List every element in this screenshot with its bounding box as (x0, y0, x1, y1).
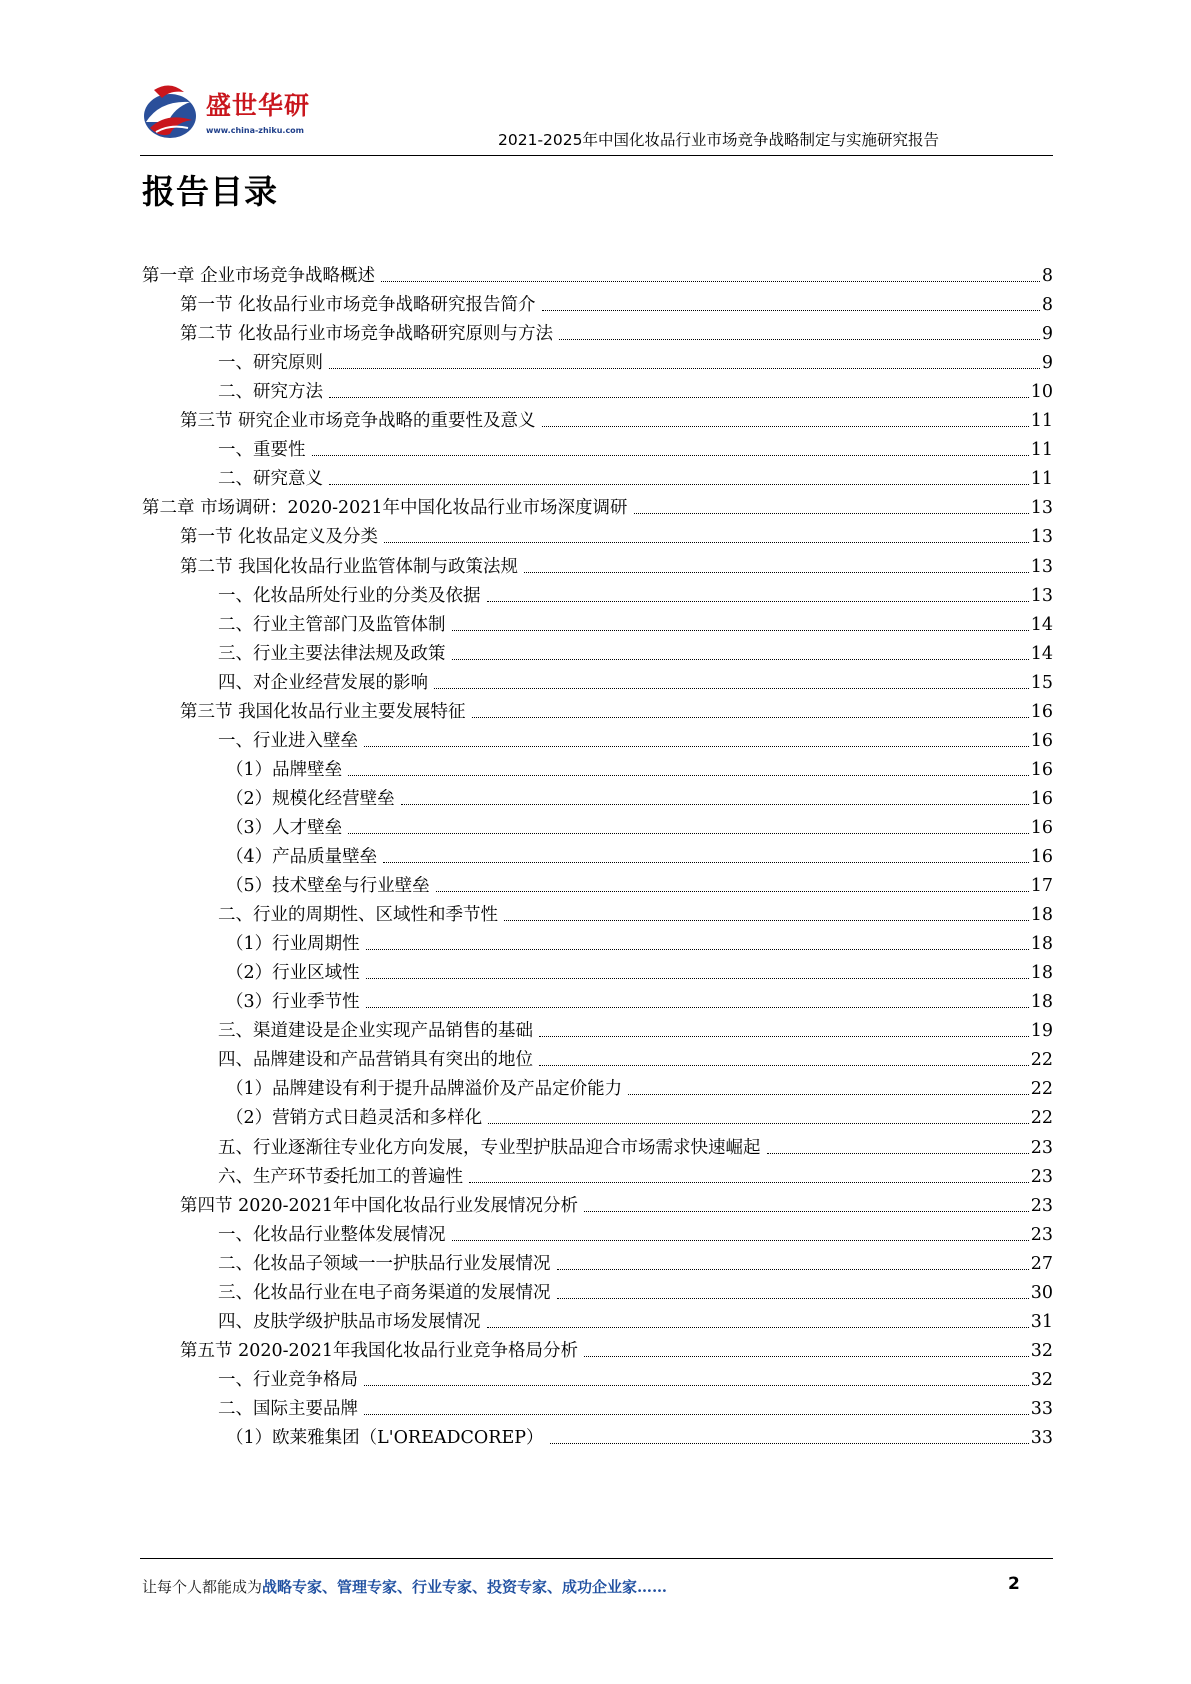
toc-entry-title: 六、生产环节委托加工的普遍性 (218, 1163, 469, 1191)
toc-leader-dots (524, 572, 1029, 573)
toc-entry-title: 一、行业进入壁垒 (218, 727, 364, 755)
toc-entry-page: 33 (1029, 1424, 1053, 1452)
toc-entry-page: 22 (1029, 1075, 1053, 1103)
toc-entry[interactable] (0, 1424, 1191, 1455)
toc-entry-title: （2）规模化经营壁垒 (226, 785, 401, 813)
toc-entry[interactable] (0, 756, 1191, 787)
footer-divider (140, 1558, 1053, 1559)
toc-entry-title: （5）技术壁垒与行业壁垒 (226, 872, 436, 900)
toc-entry-page: 23 (1029, 1134, 1053, 1162)
toc-entry-title: （2）营销方式日趋灵活和多样化 (226, 1104, 488, 1132)
toc-entry[interactable] (0, 640, 1191, 671)
company-logo (140, 82, 311, 146)
toc-entry[interactable] (0, 1366, 1191, 1397)
toc-entry-title: 二、行业主管部门及监管体制 (218, 611, 452, 639)
header-divider (140, 155, 1053, 156)
toc-entry[interactable] (0, 988, 1191, 1019)
toc-leader-dots (488, 1123, 1029, 1124)
toc-entry-title: 一、化妆品行业整体发展情况 (218, 1221, 452, 1249)
toc-entry[interactable] (0, 669, 1191, 700)
toc-entry-title: 二、行业的周期性、区域性和季节性 (218, 901, 504, 929)
toc-entry-page: 16 (1029, 756, 1053, 784)
toc-entry-title: 二、研究意义 (218, 465, 329, 493)
toc-entry-title: 一、化妆品所处行业的分类及依据 (218, 582, 487, 610)
logo-url: www.china-zhiku.com (206, 126, 305, 135)
toc-entry-page: 23 (1029, 1221, 1053, 1249)
toc-entry-title: 第一节 化妆品行业市场竞争战略研究报告简介 (180, 291, 542, 319)
toc-entry-title: 一、行业竞争格局 (218, 1366, 364, 1394)
toc-leader-dots (329, 484, 1029, 485)
toc-leader-dots (628, 1094, 1029, 1095)
toc-leader-dots (542, 426, 1029, 427)
toc-leader-dots (452, 630, 1029, 631)
toc-entry-page: 8 (1040, 262, 1053, 290)
toc-entry[interactable] (0, 1395, 1191, 1426)
toc-entry[interactable] (0, 1250, 1191, 1281)
toc-entry[interactable] (0, 1134, 1191, 1165)
toc-entry[interactable] (0, 436, 1191, 467)
toc-leader-dots (434, 688, 1029, 689)
toc-leader-dots (584, 1356, 1029, 1357)
toc-entry-page: 18 (1029, 930, 1053, 958)
toc-entry[interactable] (0, 1104, 1191, 1135)
toc-entry-page: 11 (1029, 436, 1053, 464)
logo-emblem-icon (140, 82, 206, 146)
toc-leader-dots (539, 1036, 1029, 1037)
toc-entry-page: 13 (1029, 553, 1053, 581)
footer-slogan-roles: 战略专家、管理专家、行业专家、投资专家、成功企业家…… (262, 1578, 668, 1596)
toc-entry-page: 17 (1029, 872, 1053, 900)
toc-leader-dots (504, 920, 1029, 921)
toc-entry-page: 13 (1029, 494, 1053, 522)
toc-entry-title: 第二章 市场调研：2020-2021年中国化妆品行业市场深度调研 (142, 494, 634, 522)
toc-entry-page: 13 (1029, 523, 1053, 551)
toc-entry-page: 13 (1029, 582, 1053, 610)
toc-entry-title: 四、对企业经营发展的影响 (218, 669, 434, 697)
toc-entry-title: 一、研究原则 (218, 349, 329, 377)
toc-entry-title: （1）品牌壁垒 (226, 756, 348, 784)
report-title: 2021-2025年中国化妆品行业市场竞争战略制定与实施研究报告 (498, 131, 939, 149)
toc-entry[interactable] (0, 378, 1191, 409)
toc-entry-page: 18 (1029, 901, 1053, 929)
page-number: 2 (1008, 1574, 1020, 1594)
toc-entry[interactable] (0, 872, 1191, 903)
toc-leader-dots (364, 1414, 1029, 1415)
toc-entry[interactable] (0, 553, 1191, 584)
toc-leader-dots (767, 1153, 1029, 1154)
toc-entry[interactable] (0, 959, 1191, 990)
toc-leader-dots (366, 1007, 1029, 1008)
toc-leader-dots (348, 833, 1029, 834)
toc-entry[interactable] (0, 698, 1191, 729)
toc-entry-page: 23 (1029, 1192, 1053, 1220)
toc-entry-title: 三、化妆品行业在电子商务渠道的发展情况 (218, 1279, 557, 1307)
toc-entry[interactable] (0, 930, 1191, 961)
toc-entry-page: 16 (1029, 814, 1053, 842)
toc-entry-page: 32 (1029, 1337, 1053, 1365)
toc-leader-dots (312, 455, 1029, 456)
toc-leader-dots (436, 891, 1029, 892)
toc-leader-dots (542, 310, 1040, 311)
toc-entry[interactable] (0, 785, 1191, 816)
toc-entry-title: 第四节 2020-2021年中国化妆品行业发展情况分析 (180, 1192, 584, 1220)
toc-entry[interactable] (0, 1221, 1191, 1252)
toc-entry-title: 四、品牌建设和产品营销具有突出的地位 (218, 1046, 539, 1074)
toc-leader-dots (469, 1182, 1029, 1183)
toc-leader-dots (383, 862, 1029, 863)
toc-entry[interactable] (0, 727, 1191, 758)
logo-name: 盛世华研 (206, 91, 311, 120)
toc-entry-title: 二、研究方法 (218, 378, 329, 406)
toc-leader-dots (487, 1327, 1029, 1328)
toc-entry-title: 第三节 研究企业市场竞争战略的重要性及意义 (180, 407, 542, 435)
toc-entry-title: 二、国际主要品牌 (218, 1395, 364, 1423)
toc-leader-dots (364, 746, 1029, 747)
toc-entry-title: （1）欧莱雅集团（L'OREADCOREP） (226, 1424, 550, 1452)
toc-entry[interactable] (0, 494, 1191, 525)
toc-entry-page: 18 (1029, 988, 1053, 1016)
toc-entry-title: 第二节 化妆品行业市场竞争战略研究原则与方法 (180, 320, 559, 348)
toc-leader-dots (381, 281, 1040, 282)
toc-entry-page: 22 (1029, 1104, 1053, 1132)
toc-leader-dots (348, 775, 1029, 776)
toc-entry-title: （3）行业季节性 (226, 988, 366, 1016)
toc-leader-dots (559, 339, 1040, 340)
page-title: 报告目录 (142, 172, 278, 211)
toc-entry[interactable] (0, 1279, 1191, 1310)
toc-entry-title: （3）人才壁垒 (226, 814, 348, 842)
toc-entry-title: 三、行业主要法律法规及政策 (218, 640, 452, 668)
toc-entry[interactable] (0, 291, 1191, 322)
toc-entry-title: 第三节 我国化妆品行业主要发展特征 (180, 698, 472, 726)
toc-leader-dots (401, 804, 1029, 805)
toc-entry[interactable] (0, 262, 1191, 293)
toc-leader-dots (550, 1443, 1029, 1444)
toc-entry-page: 33 (1029, 1395, 1053, 1423)
toc-leader-dots (487, 601, 1029, 602)
toc-entry-title: 三、渠道建设是企业实现产品销售的基础 (218, 1017, 539, 1045)
toc-leader-dots (557, 1298, 1029, 1299)
toc-entry-page: 23 (1029, 1163, 1053, 1191)
toc-entry[interactable] (0, 1308, 1191, 1339)
toc-entry[interactable] (0, 1163, 1191, 1194)
toc-entry-page: 10 (1029, 378, 1053, 406)
toc-entry-page: 27 (1029, 1250, 1053, 1278)
toc-entry[interactable] (0, 465, 1191, 496)
toc-leader-dots (364, 1385, 1029, 1386)
toc-leader-dots (366, 949, 1029, 950)
toc-entry-title: 五、行业逐渐往专业化方向发展，专业型护肤品迎合市场需求快速崛起 (218, 1134, 767, 1162)
toc-entry[interactable] (0, 814, 1191, 845)
toc-entry-page: 16 (1029, 727, 1053, 755)
toc-entry-title: 一、重要性 (218, 436, 312, 464)
toc-entry-page: 18 (1029, 959, 1053, 987)
toc-leader-dots (452, 1240, 1029, 1241)
toc-entry-title: （2）行业区域性 (226, 959, 366, 987)
toc-entry-page: 16 (1029, 698, 1053, 726)
toc-entry[interactable] (0, 407, 1191, 438)
toc-entry[interactable] (0, 1337, 1191, 1368)
toc-entry-page: 16 (1029, 785, 1053, 813)
footer-slogan (142, 1576, 667, 1597)
toc-leader-dots (329, 368, 1040, 369)
toc-entry-title: （1）品牌建设有利于提升品牌溢价及产品定价能力 (226, 1075, 628, 1103)
toc-entry-page: 31 (1029, 1308, 1053, 1336)
toc-entry-title: 四、皮肤学级护肤品市场发展情况 (218, 1308, 487, 1336)
toc-entry-page: 9 (1040, 320, 1053, 348)
toc-entry[interactable] (0, 1046, 1191, 1077)
toc-entry[interactable] (0, 349, 1191, 380)
toc-entry-page: 11 (1029, 407, 1053, 435)
toc-entry-title: 第二节 我国化妆品行业监管体制与政策法规 (180, 553, 524, 581)
toc-entry[interactable] (0, 1017, 1191, 1048)
toc-entry-title: （1）行业周期性 (226, 930, 366, 958)
toc-leader-dots (634, 513, 1029, 514)
toc-entry-title: 第五节 2020-2021年我国化妆品行业竞争格局分析 (180, 1337, 584, 1365)
toc-entry-page: 19 (1029, 1017, 1053, 1045)
toc-entry[interactable] (0, 843, 1191, 874)
toc-entry-page: 8 (1040, 291, 1053, 319)
footer-slogan-lead: 让每个人都能成为 (142, 1578, 263, 1596)
toc-leader-dots (384, 542, 1029, 543)
toc-leader-dots (366, 978, 1029, 979)
toc-entry-page: 14 (1029, 611, 1053, 639)
toc-leader-dots (472, 717, 1029, 718)
toc-entry-page: 9 (1040, 349, 1053, 377)
toc-entry-page: 16 (1029, 843, 1053, 871)
toc-entry-page: 11 (1029, 465, 1053, 493)
toc-leader-dots (557, 1269, 1029, 1270)
toc-entry[interactable] (0, 523, 1191, 554)
toc-entry[interactable] (0, 611, 1191, 642)
toc-entry-title: 第一节 化妆品定义及分类 (180, 523, 384, 551)
toc-entry-title: （4）产品质量壁垒 (226, 843, 383, 871)
toc-entry[interactable] (0, 320, 1191, 351)
toc-entry-page: 30 (1029, 1279, 1053, 1307)
toc-leader-dots (329, 397, 1029, 398)
toc-entry[interactable] (0, 582, 1191, 613)
toc-entry[interactable] (0, 901, 1191, 932)
toc-leader-dots (584, 1211, 1029, 1212)
toc-entry-title: 二、化妆品子领域一一护肤品行业发展情况 (218, 1250, 557, 1278)
toc-entry[interactable] (0, 1192, 1191, 1223)
toc-leader-dots (452, 659, 1029, 660)
toc-entry-page: 14 (1029, 640, 1053, 668)
toc-entry[interactable] (0, 1075, 1191, 1106)
toc-entry-page: 22 (1029, 1046, 1053, 1074)
toc-entry-page: 32 (1029, 1366, 1053, 1394)
toc-entry-title: 第一章 企业市场竞争战略概述 (142, 262, 381, 290)
toc-leader-dots (539, 1065, 1029, 1066)
toc-entry-page: 15 (1029, 669, 1053, 697)
